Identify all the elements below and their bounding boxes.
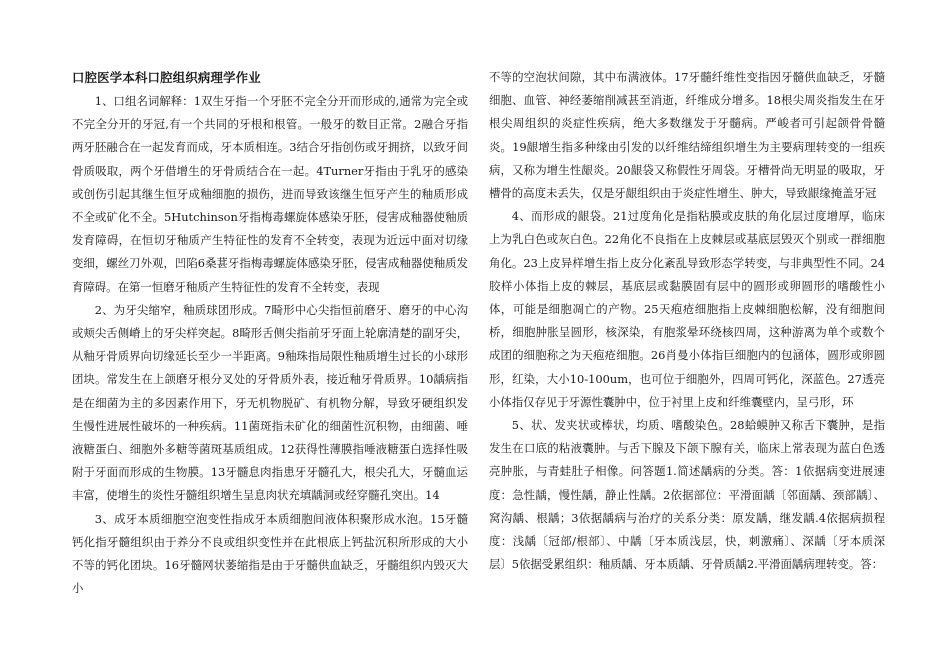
document-title: 口腔医学本科口腔组织病理学作业 bbox=[72, 70, 261, 85]
paragraph-5: 5、状、发夹状或棒状，均质、嗜酸染色。28蛤蟆肿又称舌下囊肿，是指发生在口底的粘液囊肿。与舌下腺及下颌下腺有关，临床上常表现为蓝白色透亮肿胀，与青蛙肚子相像。问答题1.简述龋病的分类。答：1依据病变进展速度：急性龋，慢性龋，静止性龋。2依据部位：平滑面龋〔邻面龋、颈部龋〕、窝沟龋、根龋；3依据龋病与治疗的关系分类：原发龋，继发龋.4依据病损程度：浅龋〔冠部/根部〕、中龋〔牙本质浅层，快，刺激痛〕、深龋〔牙本质深层〕5依据受累组织：釉质龋、牙本质龋、牙骨质龋2.平滑面龋病理转变。答： bbox=[489, 418, 885, 572]
paragraph-4: 4、而形成的龈袋。21过度角化是指粘膜或皮肤的角化层过度增厚，临床上为乳白色或灰白色。22角化不良指在上皮棘层或基底层毁灭个别或一群细胞角化。23上皮异样增生指上皮分化紊乱导致形态学转变，与非典型性不同。24胶样小体指上皮的棘层，基底层或黏膜固有层中的圆形或卵圆形的嗜酸性小体，可能是细胞凋亡的产物。25天疱疮细胞指上皮棘细胞松解，没有细胞间桥，细胞肿胀呈圆形，核深染，有胞浆晕环绕核四周，这种游离为单个或数个成团的细胞称之为天疱疮细胞。26肖曼小体指巨细胞内的包涵体，圆形或卵圆形，红染，大小10-100um，也可位于细胞外，四周可钙化，深蓝色。27透亮小体指仅存见于牙源性囊肿中，位于衬里上皮和纤维囊壁内，呈弓形，环 bbox=[489, 209, 885, 409]
paragraph-2: 2、为牙尖缩窄，釉质球团形成。7畸形中心尖指恒前磨牙、磨牙的中心沟或颊尖舌侧嵴上的牙尖样突起。8畸形舌侧尖指前牙牙面上轮廓清楚的副牙尖，从釉牙骨质界向切缘延长至少一半距离。9釉珠指局限性釉质增生过长的小球形团块。常发生在上颌磨牙根分叉处的牙骨质外表，接近釉牙骨质界。10龋病指是在细菌为主的多因素作用下，牙无机物脱矿、有机物分解，导致牙硬组织发生慢性进展性破坏的一种疾病。11菌斑指未矿化的细菌性沉积物，由细菌、唾液糖蛋白、细胞外多糖等菌斑基质组成。12获得性薄膜指唾液糖蛋白选择性吸附于牙面而形成的生物膜。13牙髓息肉指患牙牙髓孔大，根尖孔大，牙髓血运丰富，使增生的炎性牙髓组织增生呈息肉状充填龋洞或经穿髓孔突出。14 bbox=[72, 302, 468, 503]
right-column bbox=[489, 66, 885, 576]
left-column bbox=[72, 66, 468, 600]
paragraph-3: 3、成牙本质细胞空泡变性指成牙本质细胞间液体积聚形成水泡。15牙髓钙化指牙髓组织由于养分不良或组织变性并在此根底上钙盐沉积所形成的大小不等的钙化团块。16牙髓网状萎缩指是由于牙髓供血缺乏，牙髓组织内毁灭大小 bbox=[72, 511, 468, 596]
paragraph-1: 1、口组名词解释：1双生牙指一个牙胚不完全分开而形成的,通常为完全或不完全分开的牙冠,有一个共同的牙根和根管。一般牙的数目正常。2融合牙指两牙胚融合在一起发育而成，牙本质相连。3结合牙指创伤或牙拥挤，以致牙间骨质吸取，两个牙借增生的牙骨质结合在一起。4Turner牙指由于乳牙的感染或创伤引起其继生恒牙成釉细胞的损伤，进而导致该继生恒牙产生的釉质形成不全或矿化不全。5Hutchinson牙指梅毒螺旋体感染牙胚，侵害成釉器使釉质发育障碍，在恒切牙釉质产生特征性的发育不全转变，表现为近远中面对切缘变细，螺丝刀外观，凹陷6桑葚牙指梅毒螺旋体感染牙胚，侵害成釉器使釉质发育障碍。在第一恒磨牙釉质产生特征性的发育不全转变，表现 bbox=[72, 94, 468, 294]
paragraph-3-continued: 不等的空泡状间隙，其中布满液体。17牙髓纤维性变指因牙髓供血缺乏，牙髓细胞、血管、神经萎缩削减甚至消逝，纤维成分增多。18根尖周炎指发生在牙根尖周组织的炎症性疾病，绝大多数继发于牙髓病。严峻者可引起颌骨骨髓炎。19龈增生指多种缘由引发的以纤维结缔组织增生为主要病理转变的一组疾病，又称为增生性龈炎。20龈袋又称假性牙周袋。牙槽骨尚无明显的吸取，牙槽骨的高度未丢失，仅是牙龈组织由于炎症性增生、肿大，导致龈缘掩盖牙冠 bbox=[489, 70, 885, 201]
